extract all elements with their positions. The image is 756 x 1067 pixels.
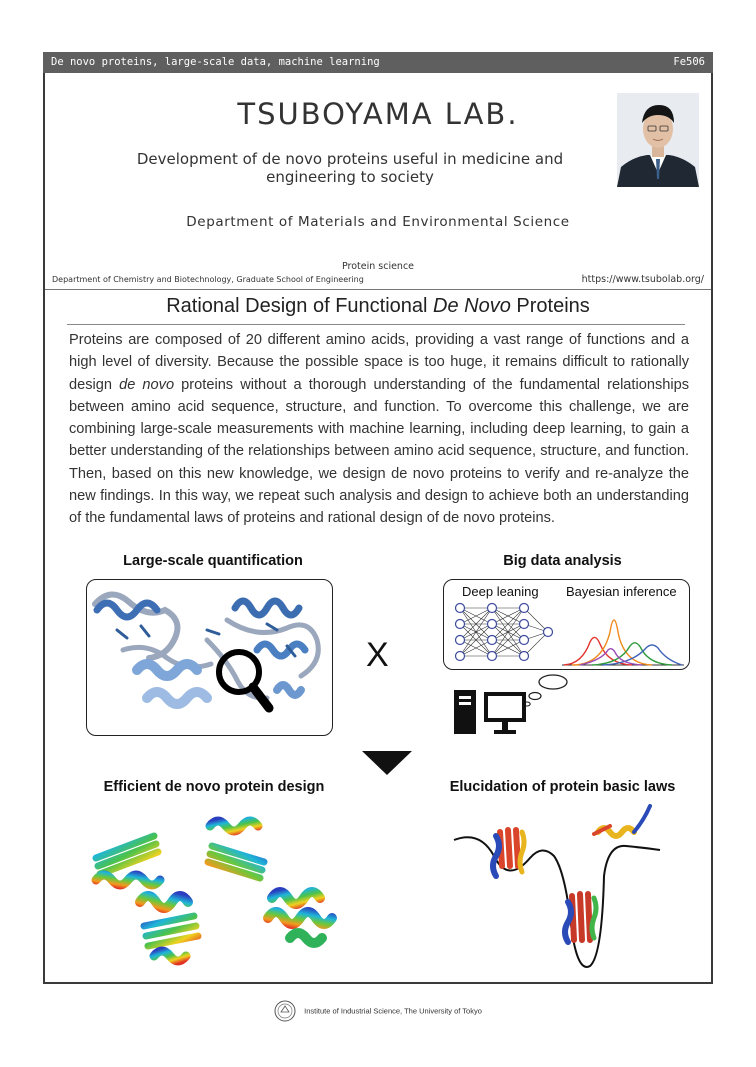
laws-label: Elucidation of protein basic laws — [449, 779, 676, 795]
footer — [0, 1000, 756, 1022]
title-end: Proteins — [510, 295, 590, 317]
design-label: Efficient de novo protein design — [103, 779, 325, 795]
institute-name: Institute of Industrial Science, The University of Tokyo — [304, 1006, 482, 1016]
paragraph-start: Proteins are composed of 20 different amino acids, providing a vast range of functions and a high level of diversity. Because the possible space is too huge, it remains difficult to rationally design — [69, 332, 689, 393]
paragraph-end: proteins without a thorough understanding of the fundamental relationships between amino acid sequence, structure, and function. To overcome this challenge, we are combining large-scale measurements with machine learning, including deep learning, to gain a better understanding of the relationships between amino acid sequence, structure, and function. Then, based on this new knowledge, we design de novo proteins to verify and re-analyze the new findings. In this way, we repeat such analysis and design to achieve both an understanding of the fundamental laws of proteins and rational design of de novo proteins. — [69, 376, 690, 527]
protein-structure-box — [86, 579, 333, 736]
computer-icon — [450, 672, 580, 738]
title-italic: De Novo — [433, 295, 511, 317]
neural-network-icon — [456, 604, 553, 661]
energy-landscape-illustration — [450, 806, 690, 976]
title-rule — [67, 324, 685, 325]
portrait-illustration — [617, 93, 699, 187]
big-data-label: Big data analysis — [503, 553, 622, 569]
lab-code: Fe506 — [673, 56, 705, 68]
article-paragraph — [69, 329, 689, 530]
paragraph-italic: de novo — [119, 376, 175, 393]
lab-name: TSUBOYAMA LAB. — [237, 97, 519, 131]
lab-url-link[interactable]: https://www.tsubolab.org/ — [581, 274, 704, 285]
university-seal-icon — [274, 1000, 296, 1022]
distribution-curves — [562, 620, 684, 665]
magnifier-icon — [219, 652, 269, 708]
analysis-illustration — [452, 602, 687, 668]
analysis-box — [443, 579, 690, 670]
professor-photo — [617, 93, 699, 187]
protein-illustration — [87, 580, 331, 734]
designed-proteins-illustration — [84, 806, 364, 976]
graduate-department: Department of Chemistry and Biotechnology, Graduate School of Engineering — [52, 275, 364, 284]
research-field: Protein science — [341, 261, 415, 272]
header-divider — [45, 289, 711, 290]
keywords-text: De novo proteins, large-scale data, machine learning — [51, 56, 380, 68]
arrow-down-icon — [362, 751, 412, 775]
times-symbol: X — [366, 636, 389, 674]
top-bar — [43, 52, 713, 73]
deep-learning-label: Deep leaning — [462, 584, 539, 599]
article-title — [0, 295, 756, 318]
title-start: Rational Design of Functional — [166, 295, 434, 317]
lab-tagline: Development of de novo proteins useful in medicine and engineering to society — [136, 150, 564, 186]
large-scale-label: Large-scale quantification — [123, 553, 303, 569]
bayesian-label: Bayesian inference — [566, 584, 677, 599]
department-name: Department of Materials and Environmental Science — [186, 214, 570, 230]
